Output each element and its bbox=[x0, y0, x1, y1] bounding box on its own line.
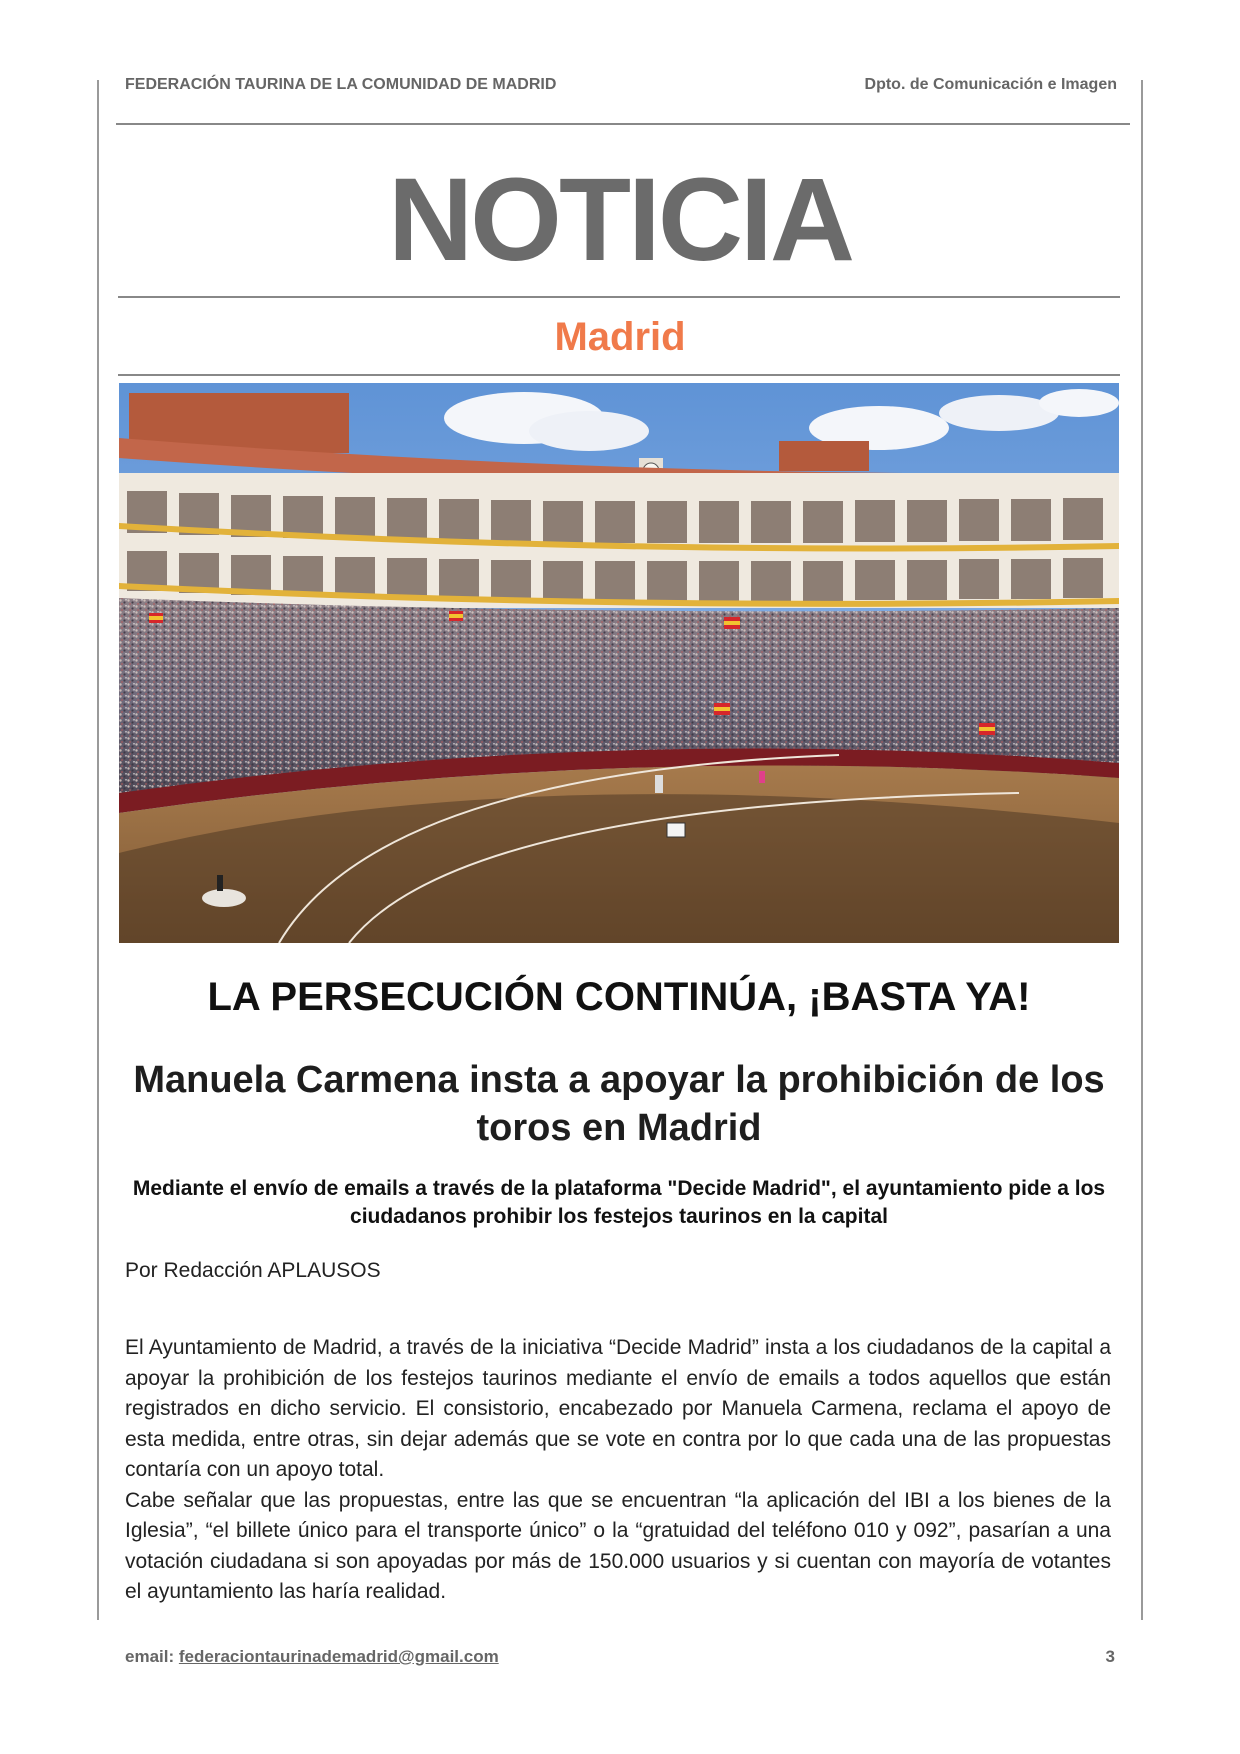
page-number: 3 bbox=[1105, 1647, 1115, 1666]
body-paragraph: Cabe señalar que las propuestas, entre las que se encuentran “la aplicación del IBI a los bienes de la Iglesia”, “el billete único para el transporte único” o la “gratuidad del teléfono 010 y 092”, pasarían a una votación ciudadana si son apoyadas por más de 150.000 usuarios y si cuentan con mayoría de votantes el ayuntamiento las haría realidad. bbox=[125, 1488, 1111, 1603]
header-rule bbox=[116, 123, 1130, 125]
body-paragraph: El Ayuntamiento de Madrid, a través de la iniciativa “Decide Madrid” insta a los ciudadanos de la capital a apoyar la prohibición de los festejos taurinos mediante el envío de emails a todos aquellos que están registrados en dicho servicio. El consistorio, encabezado por Manuela Carmena, reclama el apoyo de esta medida, entre otras, sin dejar además que se vote en contra por lo que cada una de las propuestas contaría con un apoyo total. bbox=[125, 1336, 1111, 1481]
header-department: Dpto. de Comunicación e Imagen bbox=[864, 76, 1117, 93]
footer-email-label: email: bbox=[125, 1647, 175, 1666]
article-body bbox=[125, 1333, 1111, 1608]
bullring-photo bbox=[119, 383, 1119, 943]
article-subheadline: Manuela Carmena insta a apoyar la prohibición de los toros en Madrid bbox=[133, 1059, 1105, 1149]
section-city: Madrid bbox=[554, 315, 686, 359]
section-rule bbox=[118, 374, 1120, 376]
masthead-title: NOTICIA bbox=[387, 154, 853, 286]
article-byline: Por Redacción APLAUSOS bbox=[125, 1259, 381, 1282]
right-margin-line bbox=[1141, 80, 1143, 1620]
article-lead: Mediante el envío de emails a través de la plataforma "Decide Madrid", el ayuntamiento pide a los ciudadanos prohibir los festejos taurinos en la capital bbox=[132, 1177, 1106, 1228]
article-headline: LA PERSECUCIÓN CONTINÚA, ¡BASTA YA! bbox=[207, 975, 1031, 1019]
header-organization: FEDERACIÓN TAURINA DE LA COMUNIDAD DE MADRID bbox=[125, 76, 557, 93]
footer-email-link[interactable]: federaciontaurinademadrid@gmail.com bbox=[178, 1647, 499, 1666]
left-margin-line bbox=[97, 80, 99, 1620]
footer-contact bbox=[125, 1647, 499, 1667]
masthead-rule bbox=[118, 296, 1120, 298]
